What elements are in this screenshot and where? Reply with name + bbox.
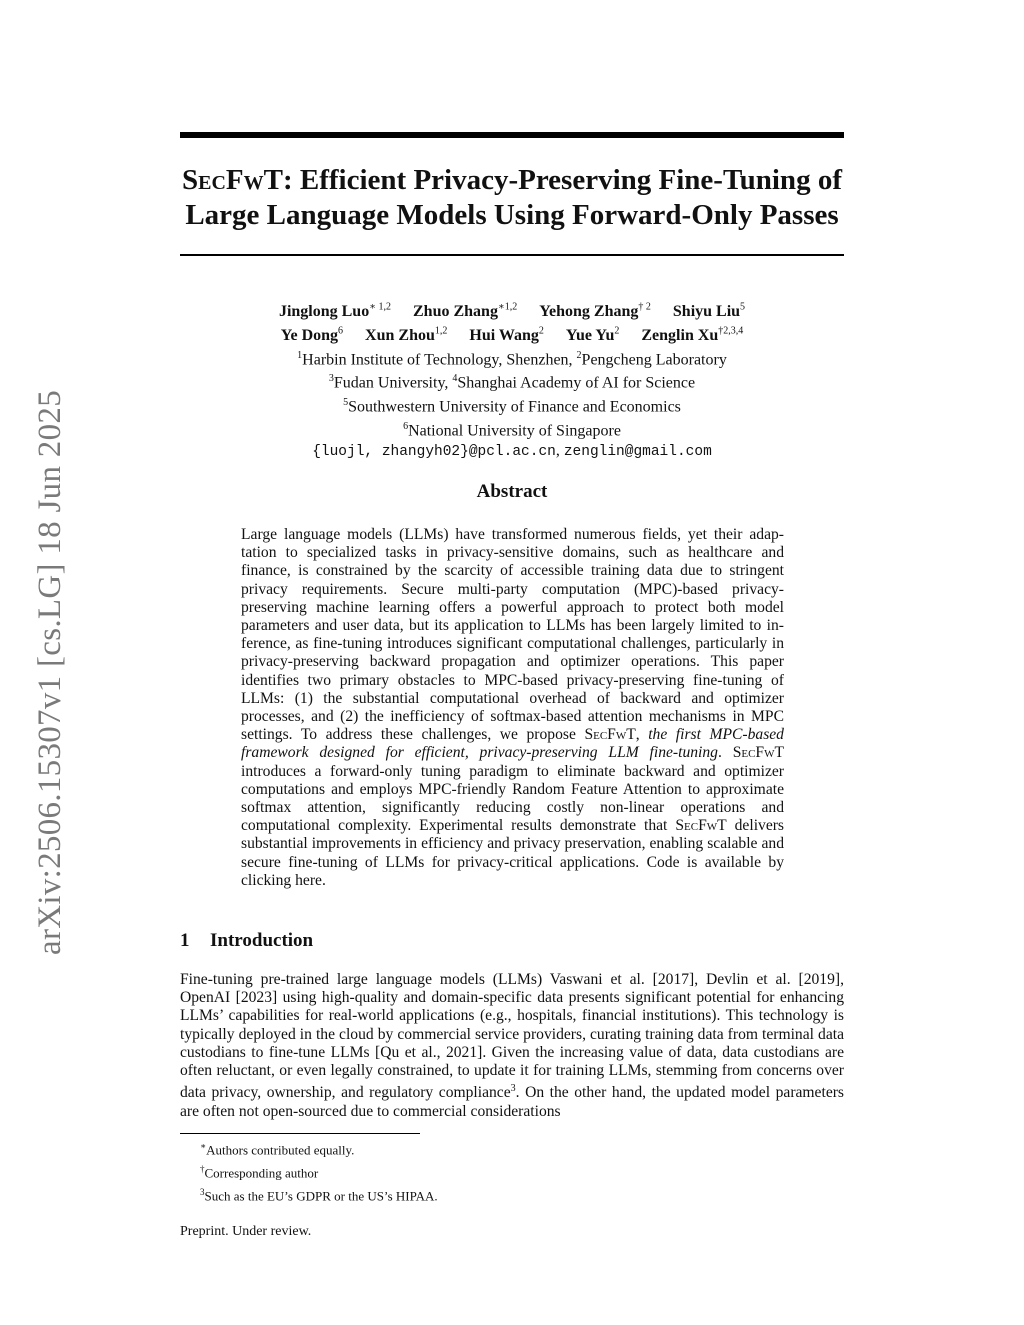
- arxiv-identifier-stamp: arXiv:2506.15307v1 [cs.LG] 18 Jun 2025: [32, 389, 68, 955]
- footnote: $^3$Such as the EU’s GDPR or the US’s HIPAA.: [200, 1186, 438, 1203]
- introduction-paragraph: Fine-tuning pre-trained large language models (LLMs) Vaswani et al. [2017], Devlin et al. [2019], OpenAI [2023] using high-quality and domain-specific data presents significant potential for enhancing LLMs’ capabilities for real-world applications (e.g., hospitals, financial institutions). This technology is typically deployed in the cloud by commercial service providers, curating training data from terminal data custodians to fine-tune LLMs [Qu et al., 2021]. Given the increasing value of data, data custodians are often reluctant, or even legally constrained, to update it for training LLMs, stemming from concerns over data privacy, ownership, and regulatory compliance$^3$. On the other hand, the updated model parameters are often not open-sourced due to commercial considerations: [180, 971, 844, 1120]
- affiliation-line: $^3$Fudan University, $^4$Shanghai Academy of AI for Science: [328, 373, 696, 392]
- abstract-body: Large language models (LLMs) have transformed numerous fields, yet their adaptation to specialized tasks in privacy-sensitive domains, such as healthcare and finance, is constrained by the scarcity of accessible training data due to stringent privacy requirements. Secure multi-party computation (MPC)-based privacy-preserving machine learning offers a powerful approach to protect both model parameters and user data, but its application to LLMs has been largely limited to inference, as fine-tuning introduces significant computational challenges, particularly in privacy-preserving backward propagation and optimizer operations. This paper identifies two primary obstacles to MPC-based privacy-preserving fine-tuning of LLMs: (1) the substantial computational overhead of backward and optimizer processes, and (2) the inefficiency of softmax-based attention mechanisms in MPC settings. To address these challenges, we propose SecFwT, the first MPC-based framework designed for efficient, privacy-preserving LLM fine-tuning. SecFwT introduces a forward-only tuning paradigm to eliminate backward and optimizer computations and employs MPC-friendly Random Feature Attention to approximate softmax attention, significantly reducing costly non-linear operations and computational complexity. Experimental results demonstrate that SecFwT delivers substantial improvements in efficiency and privacy preservation, enabling scalable and secure fine-tuning of LLMs for privacy-critical applications. Code is available by clicking here.: [241, 526, 784, 889]
- author: Zhuo Zhang$^{∗1,2}$: [413, 302, 518, 321]
- author: Ye Dong$^6$: [280, 325, 344, 345]
- email-group: {luojl, zhangyh02}@pcl.ac.cn: [312, 443, 556, 460]
- abstract-emphasis: the first MPC-based framework designed for efficient, privacy-preserving LLM fine-tuning: [241, 726, 784, 762]
- author: Shiyu Liu$^5$: [672, 302, 746, 321]
- affiliation-line: $^6$National University of Singapore: [403, 421, 621, 440]
- author: Yehong Zhang$^{\dagger 2}$: [539, 302, 651, 321]
- footnote: ∗Authors contributed equally.: [200, 1141, 355, 1158]
- author: Zenglin Xu$^{\dagger 2,3,4}$: [641, 325, 744, 345]
- affiliation-line: $^1$Harbin Institute of Technology, Shenzhen, $^2$Pengcheng Laboratory: [297, 349, 727, 368]
- author-row-2: [180, 322, 844, 346]
- section-number: 1: [180, 930, 190, 951]
- footnote-rule: [180, 1133, 420, 1134]
- author: Yue Yu$^2$: [565, 325, 620, 345]
- author-block: [180, 298, 844, 462]
- section-title: Introduction: [210, 930, 314, 951]
- footnote-ref[interactable]: 3: [510, 1083, 516, 1095]
- affiliation-line: $^5$Southwestern University of Finance and Economics: [343, 397, 681, 416]
- footnotes: [200, 1137, 438, 1205]
- section-heading-introduction: [180, 930, 313, 952]
- author: Hui Wang$^2$: [469, 325, 544, 345]
- author: Xun Zhou$^{1,2}$: [365, 325, 448, 345]
- footnote: †Corresponding author: [200, 1163, 319, 1181]
- abstract-heading: Abstract: [476, 481, 548, 502]
- title-top-rule: [180, 132, 844, 138]
- title-line1: : Efficient Privacy-Preserving Fine-Tuning of: [282, 164, 842, 196]
- email-link[interactable]: zenglin@gmail.com: [563, 443, 712, 460]
- contact-emails: {luojl, zhangyh02}@pcl.ac.cn, zenglin@gmail.com: [312, 441, 712, 460]
- title-line2: Large Language Models Using Forward-Only Passes: [185, 199, 839, 231]
- title-bottom-rule: [180, 254, 844, 256]
- system-name: SecFwT: [675, 817, 727, 835]
- preprint-notice: Preprint. Under review.: [180, 1224, 312, 1239]
- title-system-name: SecFwT: [182, 164, 283, 196]
- author: Jinglong Luo$^{∗ 1,2}$: [278, 302, 391, 321]
- system-name: SecFwT: [584, 726, 636, 744]
- author-row-1: [180, 298, 844, 322]
- system-name: SecFwT: [732, 744, 784, 762]
- paper-title: [180, 163, 844, 233]
